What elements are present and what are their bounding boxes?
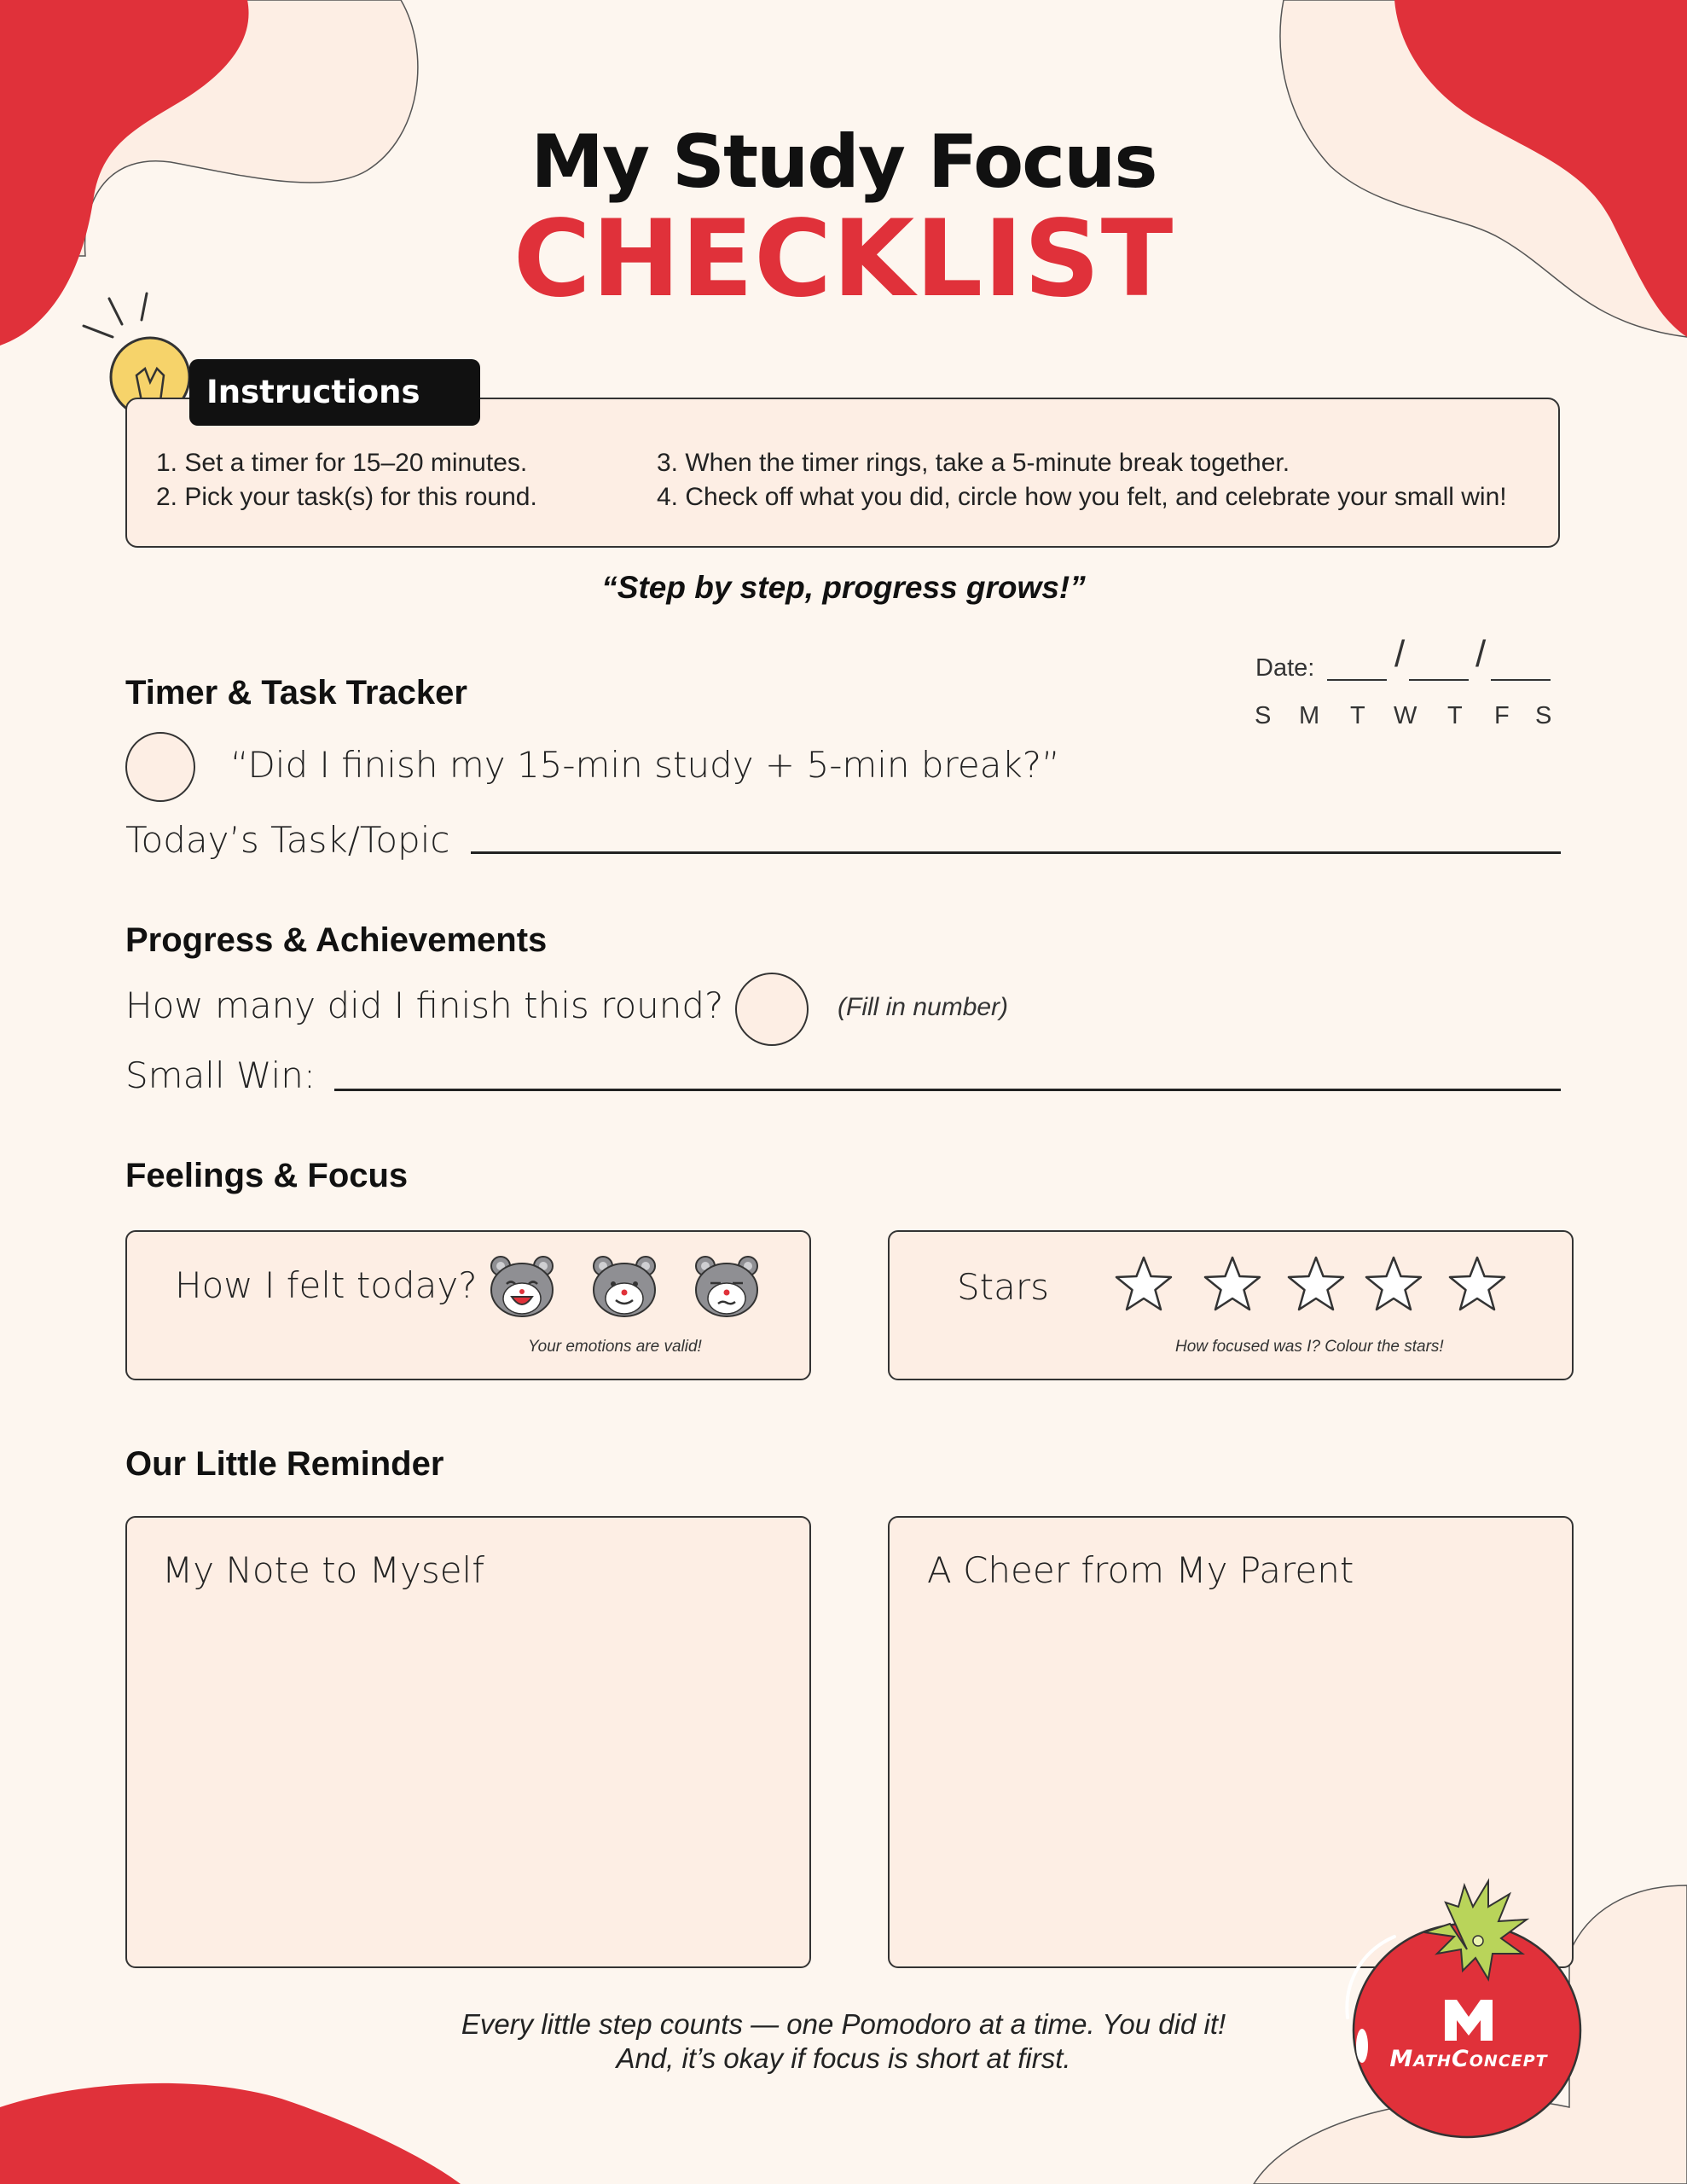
rounds-hint: (Fill in number): [838, 993, 1009, 1021]
unsure-bear-icon[interactable]: [693, 1254, 761, 1319]
stars-label: Stars: [957, 1266, 1050, 1308]
day-tuesday[interactable]: T: [1350, 702, 1365, 729]
study-done-question: “Did I finish my 15-min study + 5-min break?”: [230, 744, 1060, 786]
task-label: Today’s Task/Topic: [125, 819, 450, 861]
page-title: My Study Focus: [530, 119, 1157, 205]
study-done-checkbox[interactable]: [125, 732, 195, 802]
date-separator: /: [1475, 633, 1487, 675]
felt-caption: Your emotions are valid!: [528, 1338, 702, 1356]
footer-line-1: Every little step counts — one Pomodoro at a time. You did it!: [461, 2008, 1226, 2040]
stars-caption: How focused was I? Colour the stars!: [1175, 1338, 1444, 1356]
date-label: Date:: [1255, 654, 1315, 682]
rounds-count-field[interactable]: [735, 973, 809, 1046]
day-wednesday[interactable]: W: [1394, 702, 1417, 729]
date-year-field[interactable]: [1491, 679, 1551, 681]
date-day-field[interactable]: [1327, 679, 1387, 681]
reminder-section-heading: Our Little Reminder: [125, 1445, 444, 1483]
date-separator: /: [1394, 633, 1406, 675]
small-win-label: Small Win:: [125, 1054, 316, 1096]
focus-star-4[interactable]: [1363, 1254, 1424, 1316]
focus-star-5[interactable]: [1446, 1254, 1508, 1316]
instruction-item-2: 2. Pick your task(s) for this round.: [156, 483, 537, 511]
motivational-quote: “Step by step, progress grows!”: [601, 570, 1086, 605]
focus-star-3[interactable]: [1285, 1254, 1347, 1316]
focus-star-1[interactable]: [1113, 1254, 1174, 1316]
feelings-section-heading: Feelings & Focus: [125, 1157, 409, 1194]
instruction-item-1: 1. Set a timer for 15–20 minutes.: [156, 449, 528, 477]
rounds-question: How many did I finish this round?: [125, 985, 724, 1026]
page-subtitle: CHECKLIST: [513, 198, 1174, 321]
felt-label: How I felt today?: [175, 1264, 478, 1306]
timer-section-heading: Timer & Task Tracker: [125, 674, 467, 712]
day-monday[interactable]: M: [1299, 702, 1320, 729]
parent-cheer-label: A Cheer from My Parent: [927, 1549, 1354, 1591]
instructions-tab: Instructions: [189, 359, 480, 426]
day-sunday[interactable]: S: [1255, 702, 1272, 729]
happy-bear-icon[interactable]: [488, 1254, 556, 1319]
progress-section-heading: Progress & Achievements: [125, 921, 548, 959]
footer-line-2: And, it’s okay if focus is short at first.: [616, 2042, 1071, 2074]
note-to-self-label: My Note to Myself: [162, 1549, 484, 1591]
small-win-input-line[interactable]: [334, 1089, 1561, 1091]
day-friday[interactable]: F: [1494, 702, 1510, 729]
day-thursday[interactable]: T: [1447, 702, 1463, 729]
instruction-item-4: 4. Check off what you did, circle how you felt, and celebrate your small win!: [657, 483, 1507, 511]
content-bear-icon[interactable]: [590, 1254, 658, 1319]
task-input-line[interactable]: [471, 851, 1561, 854]
day-saturday[interactable]: S: [1535, 702, 1552, 729]
instruction-item-3: 3. When the timer rings, take a 5-minute break together.: [657, 449, 1290, 477]
bottom-left-red-blob: [0, 2083, 461, 2184]
date-month-field[interactable]: [1409, 679, 1469, 681]
brand-name: MathConcept: [1389, 2046, 1548, 2072]
focus-star-2[interactable]: [1202, 1254, 1263, 1316]
